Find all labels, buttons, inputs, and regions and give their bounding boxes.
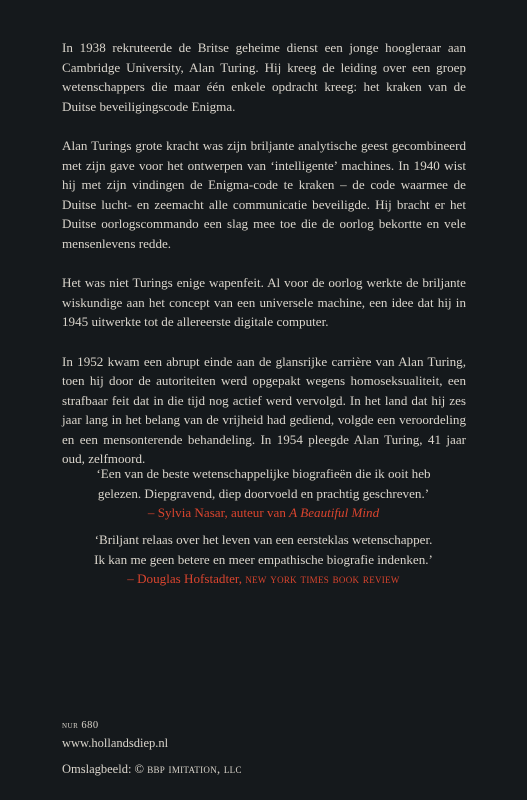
quote-attribution <box>0 569 527 589</box>
attribution-name: – Sylvia Nasar, auteur van <box>147 505 290 521</box>
credit-label: Omslagbeeld: © <box>62 762 148 776</box>
review-quote-2 <box>0 530 527 589</box>
quote-line: ‘Briljant relaas over het leven van een eersteklas wetenschapper. <box>94 532 433 547</box>
credit-holder: bbp imitation, llc <box>147 762 242 776</box>
attribution-source: new york times book review <box>245 571 400 587</box>
nur-code: nur 680 <box>62 720 99 731</box>
blurb <box>62 38 466 469</box>
quote-line: Ik kan me geen betere en meer empathische biografie indenken.’ <box>94 551 433 567</box>
blurb-paragraph-2: Alan Turings grote kracht was zijn briljante analytische geest gecombineerd met zijn gave voor het ontwerpen van ‘intelligente’ machines. In 1940 wist hij met zijn vindingen de Enigma-code te kraken – de code waarmee de Duitse lucht- en zeemacht alle communicatie beveiligde. Hij bracht er het Duitse oorlogscommando een slag mee toe die de oorlog bekortte en vele mensenlevens redde. <box>62 137 466 251</box>
publisher-website: www.hollandsdiep.nl <box>62 736 169 750</box>
review-quote-1 <box>0 464 527 523</box>
blurb-paragraph-1: In 1938 rekruteerde de Britse geheime dienst een jonge hoogleraar aan Cambridge University, Alan Turing. Hij kreeg de leiding over een groep wetenschappers die maar één enkele opdracht kreeg: het kraken van de Duitse beveiligingscode Enigma. <box>62 40 466 114</box>
blurb-paragraph-4: In 1952 kwam een abrupt einde aan de glansrijke carrière van Alan Turing, toen hij door de autoriteiten werd opgepakt wegens homoseksualiteit, een strafbaar feit dat in die tijd nog actief werd vervolgd. In het land dat hij zes jaar lang in het belang van de vrijheid had gediend, volgde een veroordeling en een mensonterende behandeling. In 1954 pleegde Alan Turing, 41 jaar oud, zelfmoord. <box>62 353 466 467</box>
quote-line: gelezen. Diepgravend, diep doorvoeld en prachtig geschreven.’ <box>97 485 430 501</box>
quote-attribution <box>0 503 527 523</box>
attribution-book-title: A Beautiful Mind <box>289 505 380 521</box>
attribution-name: – Douglas Hofstadter, <box>127 571 246 587</box>
blurb-paragraph-3: Het was niet Turings enige wapenfeit. Al voor de oorlog werkte de briljante wiskundige aan het concept van een universele machine, een idee dat hij in 1945 uitwerkte tot de allereerste digitale computer. <box>62 275 466 330</box>
cover-credit <box>62 760 242 778</box>
quote-line: ‘Een van de beste wetenschappelijke biografieën die ik ooit heb <box>96 466 431 481</box>
